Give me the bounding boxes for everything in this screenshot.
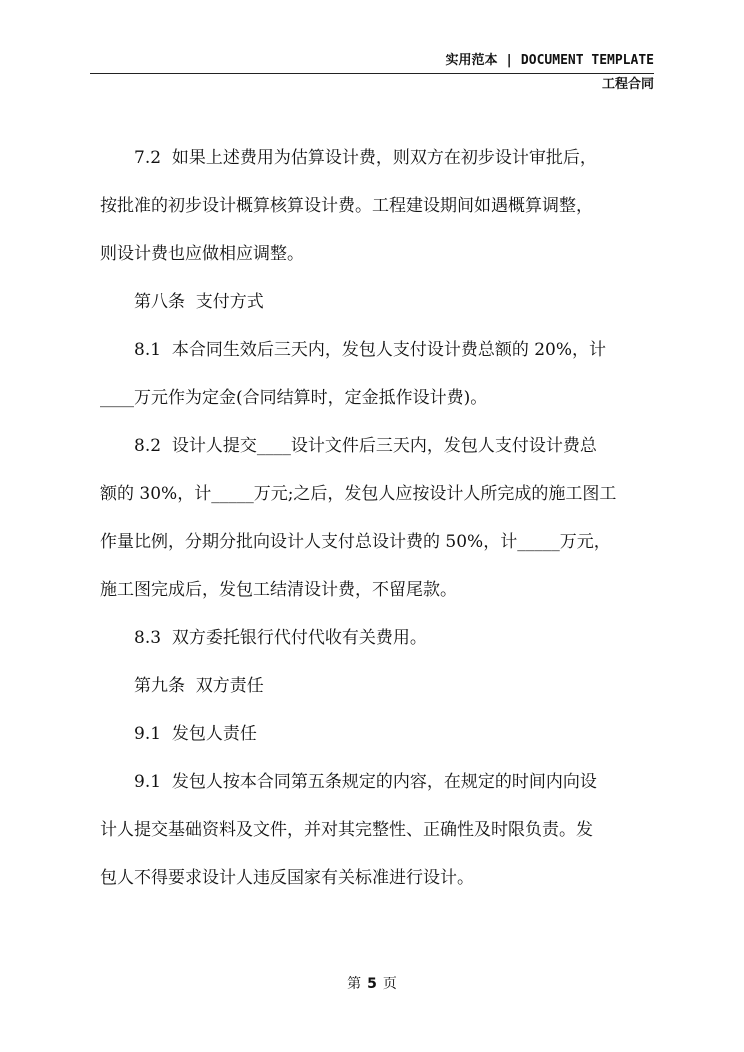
clause-9-1-line-1: 9.1 发包人按本合同第五条规定的内容，在规定的时间内向设	[134, 772, 597, 792]
clause-8-1-line-2: ____万元作为定金(合同结算时，定金抵作设计费)。	[100, 388, 488, 408]
header-doc-label: 实用范本 | DOCUMENT TEMPLATE	[445, 53, 654, 68]
header-divider	[90, 73, 654, 74]
clause-9-1-line-3: 包人不得要求设计人违反国家有关标准进行设计。	[100, 868, 474, 888]
clause-8-2-line-3: 作量比例，分期分批向设计人支付总设计费的 50%，计_____万元，	[100, 532, 611, 552]
clause-7-2-line-3: 则设计费也应做相应调整。	[100, 244, 304, 264]
page-header	[90, 52, 654, 94]
clause-7-2-line-2: 按批准的初步设计概算核算设计费。工程建设期间如遇概算调整，	[100, 196, 593, 216]
clause-9-1-line-2: 计人提交基础资料及文件，并对其完整性、正确性及时限负责。发	[100, 820, 593, 840]
article-9-heading: 第九条 双方责任	[134, 676, 264, 696]
article-8-heading: 第八条 支付方式	[134, 292, 264, 312]
header-doc-subtitle: 工程合同	[601, 77, 654, 92]
clause-8-2-line-4: 施工图完成后，发包工结清设计费，不留尾款。	[100, 580, 457, 600]
page-number: 5	[367, 976, 377, 992]
page-prefix: 第	[347, 976, 362, 992]
clause-8-3: 8.3 双方委托银行代付代收有关费用。	[134, 628, 427, 648]
page-footer	[0, 974, 744, 994]
clause-9-1-heading: 9.1 发包人责任	[134, 724, 257, 744]
page-suffix: 页	[382, 976, 397, 992]
clause-8-2-line-1: 8.2 设计人提交____设计文件后三天内，发包人支付设计费总	[134, 436, 597, 456]
document-body	[100, 134, 660, 902]
clause-7-2-line-1: 7.2 如果上述费用为估算设计费，则双方在初步设计审批后，	[134, 148, 597, 168]
clause-8-1-line-1: 8.1 本合同生效后三天内，发包人支付设计费总额的 20%，计	[134, 340, 607, 360]
clause-8-2-line-2: 额的 30%，计_____万元;之后，发包人应按设计人所完成的施工图工	[100, 484, 617, 504]
